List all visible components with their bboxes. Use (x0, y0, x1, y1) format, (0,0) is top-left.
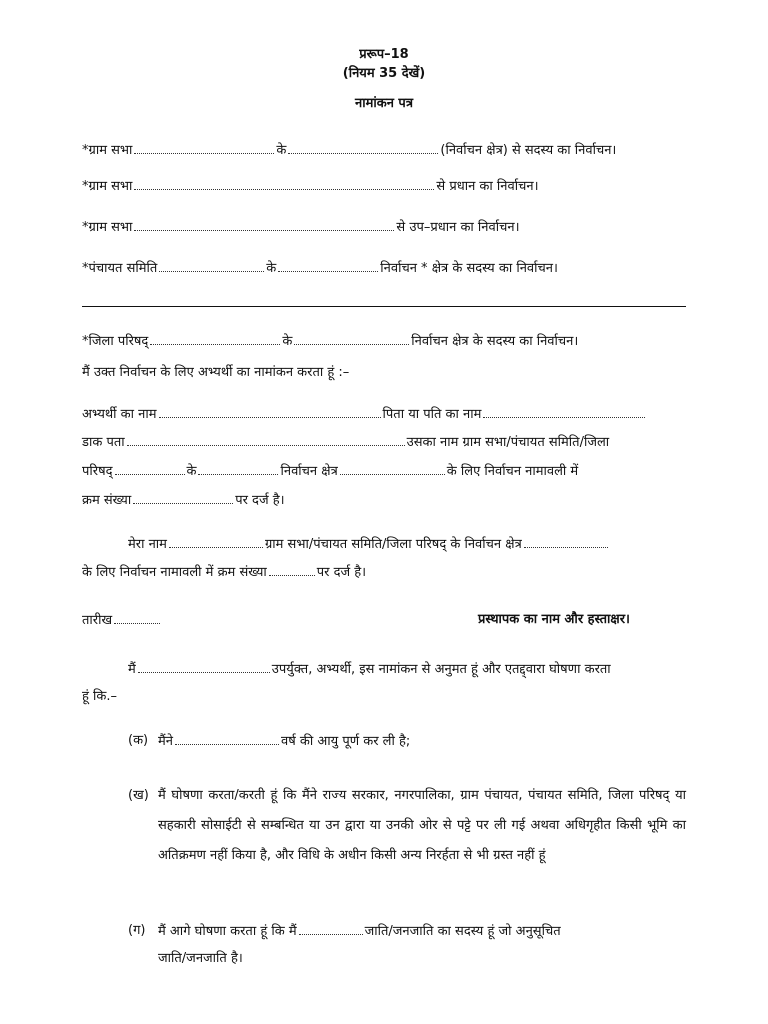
constituency-label: निर्वाचन क्षेत्र (280, 464, 338, 479)
gram-sabha-label: *ग्राम सभा (82, 179, 133, 194)
rule-reference: (नियम 35 देखें) (342, 66, 426, 81)
age-field[interactable] (175, 732, 279, 745)
date-line (82, 611, 162, 630)
pradhan-election-text: से प्रधान का निर्वाचन। (436, 179, 539, 194)
zila-parishad-line (82, 332, 578, 351)
gram-sabha-blank[interactable] (134, 141, 274, 154)
form-number: प्ररूप–18 (359, 47, 409, 62)
father-name-field[interactable] (483, 405, 645, 418)
samiti-election-text: निर्वाचन * क्षेत्र के सदस्य का निर्वाचन। (380, 261, 558, 276)
clause-a (158, 732, 410, 751)
zila-constituency-blank[interactable] (294, 332, 409, 345)
clause-c-cont: जाति/जनजाति है। (158, 951, 243, 966)
gram-sabha-label: *ग्राम सभा (82, 220, 133, 235)
ke-label: के (186, 464, 197, 479)
gram-sabha-label: *ग्राम सभा (82, 143, 133, 158)
address-line (82, 433, 609, 452)
serial-line (82, 491, 285, 510)
address-field[interactable] (127, 433, 405, 446)
gram-sabha-member-line (82, 141, 616, 160)
parishad-blank[interactable] (115, 462, 185, 475)
my-name-label: मेरा नाम (128, 537, 167, 552)
member-election-text: (निर्वाचन क्षेत्र) से सदस्य का निर्वाचन। (440, 143, 617, 158)
serial-suffix: पर दर्ज है। (235, 493, 285, 508)
proposer-roll-text: के लिए निर्वाचन नामावली में क्रम संख्या (82, 565, 267, 580)
proposer-constituency-text: ग्राम सभा/पंचायत समिति/जिला परिषद् के निर्वाचन क्षेत्र (264, 537, 522, 552)
section-divider (82, 306, 686, 307)
parishad-blank-2[interactable] (198, 462, 278, 475)
proposer-roll-end: पर दर्ज है। (316, 565, 367, 580)
clause-c-end: जाति/जनजाति का सदस्य हूं जो अनुसूचित (364, 924, 561, 939)
serial-label: क्रम संख्या (82, 493, 132, 508)
date-label: तारीख (82, 613, 113, 628)
panchayat-samiti-label: *पंचायत समिति (82, 261, 158, 276)
declaration-intro-line (128, 660, 611, 679)
up-pradhan-blank[interactable] (134, 218, 394, 231)
candidate-name-field[interactable] (159, 405, 381, 418)
clause-c (158, 922, 561, 941)
proposer-signature-label: प्रस्थापक का नाम और हस्ताक्षर। (478, 612, 630, 627)
address-suffix: उसका नाम ग्राम सभा/पंचायत समिति/जिला (406, 435, 610, 450)
clause-a-start: मैंने (158, 734, 173, 749)
zila-parishad-label: *जिला परिषद् (82, 334, 149, 349)
constituency-blank[interactable] (288, 141, 438, 154)
proposer-serial-field[interactable] (269, 563, 315, 576)
samiti-constituency-blank[interactable] (278, 259, 378, 272)
proposer-constituency-field[interactable] (524, 535, 608, 548)
constituency-field[interactable] (340, 462, 445, 475)
pradhan-blank[interactable] (134, 177, 434, 190)
date-field[interactable] (114, 611, 160, 624)
candidate-name-label: अभ्यर्थी का नाम (82, 407, 157, 422)
ke-label: के (266, 261, 277, 276)
ke-label: के (276, 143, 287, 158)
proposer-roll-line (82, 563, 366, 582)
clause-b-marker: (ख) (128, 788, 149, 803)
zila-blank[interactable] (150, 332, 280, 345)
up-pradhan-election-text: से उप–प्रधान का निर्वाचन। (396, 220, 520, 235)
declaration-main: मैं (128, 662, 136, 677)
pradhan-line (82, 177, 539, 196)
declarant-name-field[interactable] (138, 660, 270, 673)
clause-c-marker: (ग) (128, 923, 146, 938)
proposer-name-line (128, 535, 610, 554)
nomination-intro: मैं उक्त निर्वाचन के लिए अभ्यर्थी का नामांकन करता हूं :– (82, 365, 350, 380)
clause-c-start: मैं आगे घोषणा करता हूं कि मैं (158, 924, 297, 939)
address-label: डाक पता (82, 435, 125, 450)
roll-suffix: के लिए निर्वाचन नामावली में (446, 464, 579, 479)
proposer-name-field[interactable] (169, 535, 263, 548)
parishad-label: परिषद् (82, 464, 113, 479)
candidate-name-line (82, 405, 647, 424)
up-pradhan-line (82, 218, 520, 237)
caste-field[interactable] (299, 922, 363, 935)
samiti-blank[interactable] (159, 259, 264, 272)
father-name-label: पिता या पति का नाम (382, 407, 482, 422)
serial-field[interactable] (133, 491, 233, 504)
clause-b: मैं घोषणा करता/करती हूं कि मैंने राज्य सरकार, नगरपालिका, ग्राम पंचायत, पंचायत समिति, जिला परिषद् या सहकारी सोसाईटी से सम्बन्धित या उन द्वारा या उनकी ओर से पट्टे पर ली गई अथवा अधिगृहीत किसी भूमि का अतिक्रमण नहीं किया है, और विधि के अधीन किसी अन्य निरर्हता से भी ग्रस्त नहीं हूं (158, 788, 686, 863)
clause-a-end: वर्ष की आयु पूर्ण कर ली है; (281, 734, 411, 749)
clause-a-marker: (क) (128, 733, 149, 748)
ke-label: के (282, 334, 293, 349)
declaration-intro-cont: हूं कि.– (82, 689, 118, 704)
panchayat-samiti-line (82, 259, 558, 278)
declaration-intro-text: उपर्युक्त, अभ्यर्थी, इस नामांकन से अनुमत हूं और एतद्द्वारा घोषणा करता (271, 662, 611, 677)
parishad-line (82, 462, 578, 481)
form-title: नामांकन पत्र (354, 96, 413, 111)
zila-election-text: निर्वाचन क्षेत्र के सदस्य का निर्वाचन। (411, 334, 579, 349)
